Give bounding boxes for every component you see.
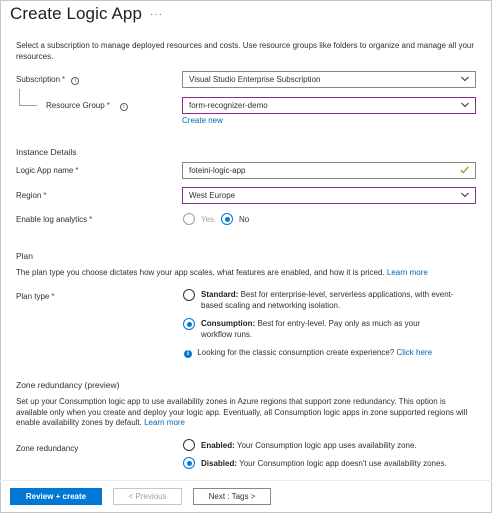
info-icon[interactable]: i	[71, 77, 79, 85]
create-new-link[interactable]: Create new	[182, 116, 223, 125]
review-create-button[interactable]: Review + create	[10, 488, 102, 505]
intro-text: Select a subscription to manage deployed resources and costs. Use resource groups like folders to organize and manage all your resources.	[16, 41, 475, 61]
logic-app-name-label: Logic App name *	[16, 166, 79, 175]
plan-standard-option: Standard: Best for enterprise-level, serverless applications, with event-based scaling and networking isolation.	[201, 290, 454, 310]
chevron-down-icon	[461, 192, 469, 198]
plan-standard-radio[interactable]	[183, 289, 195, 301]
page-title: Create Logic App	[10, 4, 143, 23]
zone-redundancy-heading: Zone redundancy (preview)	[16, 380, 120, 390]
instance-details-heading: Instance Details	[16, 147, 77, 157]
ellipsis-icon[interactable]: ···	[150, 9, 163, 20]
logic-app-name-input[interactable]	[182, 162, 476, 179]
info-icon[interactable]: i	[120, 103, 128, 111]
zone-redundancy-label: Zone redundancy	[16, 444, 79, 453]
region-value: West Europe	[189, 191, 236, 200]
zone-disabled-radio[interactable]	[183, 457, 195, 469]
plan-heading: Plan	[16, 251, 34, 261]
plan-consumption-radio[interactable]	[183, 318, 195, 330]
chevron-down-icon	[461, 76, 469, 82]
previous-button[interactable]: < Previous	[113, 488, 182, 505]
resource-group-select[interactable]	[182, 97, 476, 114]
log-analytics-no-label: No	[239, 215, 250, 224]
subscription-label: Subscription * i	[16, 75, 79, 85]
region-select[interactable]	[182, 187, 476, 204]
zone-learn-more-link[interactable]: Learn more	[144, 418, 186, 427]
resource-group-value: form-recognizer-demo	[189, 101, 268, 110]
zone-disabled-option: Disabled: Your Consumption logic app doesn't use availability zones.	[201, 459, 447, 468]
check-icon	[460, 166, 469, 174]
region-label: Region *	[16, 191, 47, 200]
plan-consumption-option: Consumption: Best for entry-level. Pay only as much as your workflow runs.	[201, 319, 421, 339]
subscription-select[interactable]	[182, 71, 476, 88]
log-analytics-yes-label: Yes	[201, 215, 215, 224]
tree-connector	[19, 89, 20, 106]
chevron-down-icon	[461, 102, 469, 108]
log-analytics-label: Enable log analytics *	[16, 215, 93, 224]
classic-click-here-link[interactable]: Click here	[396, 348, 433, 357]
footer-divider	[0, 480, 492, 481]
logic-app-name-value: foteini-logic-app	[189, 166, 246, 175]
log-analytics-yes-radio[interactable]	[183, 213, 195, 225]
resource-group-label: Resource Group * i	[46, 101, 128, 111]
log-analytics-no-radio[interactable]	[221, 213, 233, 225]
zone-enabled-option: Enabled: Your Consumption logic app uses availability zone.	[201, 441, 417, 450]
subscription-value: Visual Studio Enterprise Subscription	[189, 75, 321, 84]
zone-redundancy-description: Set up your Consumption logic app to use availability zones in Azure regions that support zone redundancy. This option is available only when you create and deploy your logic app. Eventually, all Consumption logic apps in zone supported regions will enable availability zones by default. Learn more	[16, 397, 468, 427]
plan-description: The plan type you choose dictates how your app scales, what features are enabled, and how it is priced. Learn more	[16, 268, 428, 277]
info-icon: i	[184, 350, 192, 358]
plan-learn-more-link[interactable]: Learn more	[386, 268, 428, 277]
classic-experience-note: i Looking for the classic consumption create experience? Click here	[184, 348, 432, 358]
zone-enabled-radio[interactable]	[183, 439, 195, 451]
plan-type-label: Plan type *	[16, 292, 55, 301]
next-tags-button[interactable]: Next : Tags >	[193, 488, 271, 505]
tree-connector	[19, 105, 37, 106]
